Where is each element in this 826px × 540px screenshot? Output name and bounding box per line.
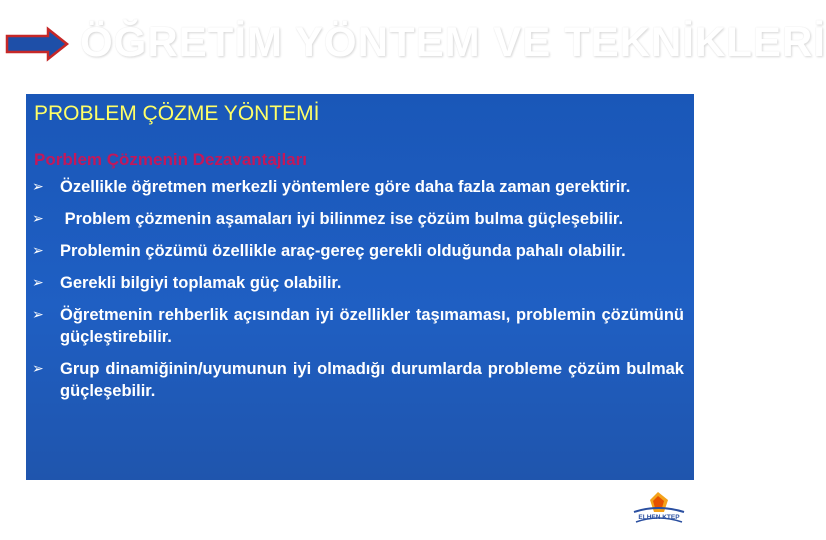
slide-title: ÖĞRETİM YÖNTEM VE TEKNİKLERİ	[80, 18, 826, 65]
logo-emblem-icon	[628, 490, 690, 526]
bullet-item	[32, 240, 684, 262]
bullet-arrow-icon: ➢	[32, 361, 44, 377]
logo-text: ELHEN KTEP	[638, 514, 680, 521]
bullet-text: Özellikle öğretmen merkezli yöntemlere göre daha fazla zaman gerektirir.	[60, 178, 631, 196]
bullet-arrow-icon: ➢	[32, 307, 44, 323]
bullet-item	[32, 358, 684, 402]
bullet-arrow-icon: ➢	[32, 211, 44, 227]
bullet-item	[32, 208, 684, 230]
bullet-text: Problem çözmenin aşamaları iyi bilinmez ise çözüm bulma güçleşebilir.	[60, 210, 624, 228]
bullet-item	[32, 176, 684, 198]
bullet-item	[32, 304, 684, 348]
right-arrow-icon	[4, 26, 70, 62]
bullet-arrow-icon: ➢	[32, 243, 44, 259]
bullet-list	[32, 176, 684, 412]
bullet-arrow-icon: ➢	[32, 275, 44, 291]
bullet-text: Grup dinamiğinin/uyumunun iyi olmadığı durumlarda probleme çözüm bulmak güçleşebilir.	[60, 360, 684, 400]
bullet-item	[32, 272, 684, 294]
bullet-text: Gerekli bilgiyi toplamak güç olabilir.	[60, 274, 342, 292]
bullet-arrow-icon: ➢	[32, 179, 44, 195]
bullet-text: Öğretmenin rehberlik açısından iyi özellikler taşımaması, problemin çözümünü güçleştirebilir.	[60, 306, 684, 346]
bullet-text: Problemin çözümü özellikle araç-gereç gerekli olduğunda pahalı olabilir.	[60, 242, 626, 260]
panel-subheading: Porblem Çözmenin Dezavantajları	[34, 150, 308, 169]
content-panel	[26, 94, 694, 480]
panel-heading: PROBLEM ÇÖZME YÖNTEMİ	[34, 102, 320, 125]
